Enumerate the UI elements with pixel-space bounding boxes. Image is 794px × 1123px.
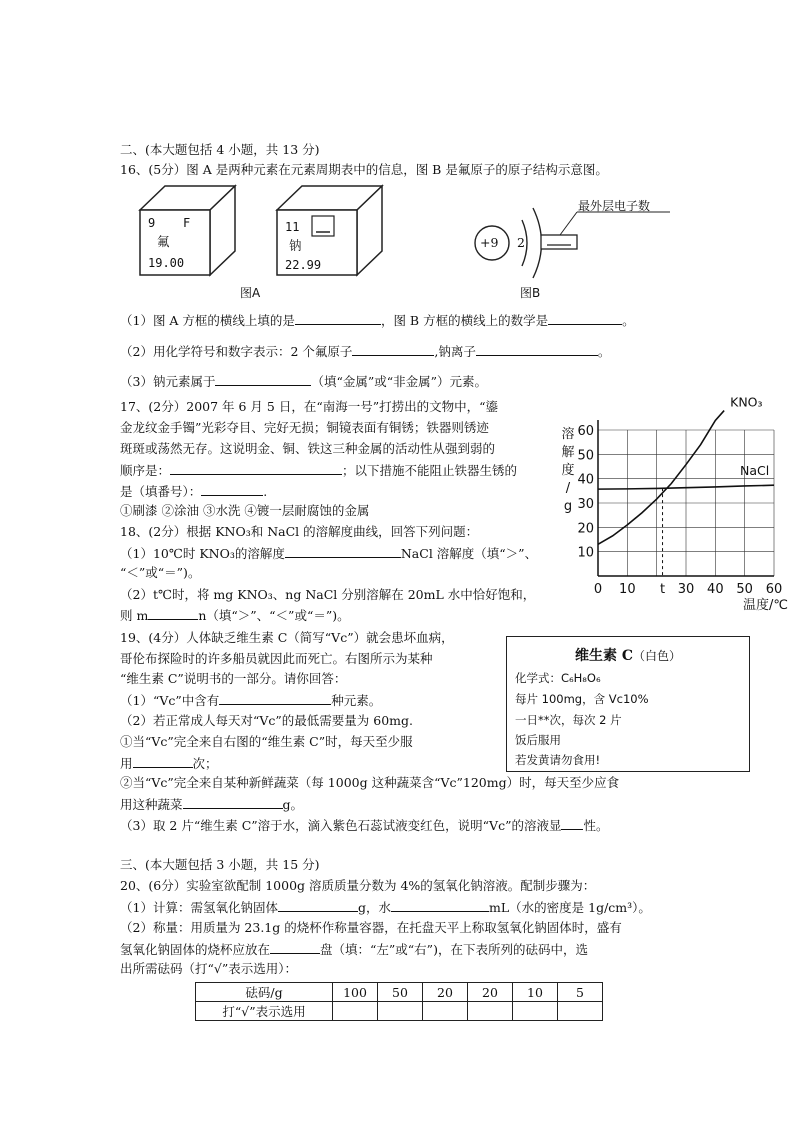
weight-cell: 20 bbox=[423, 983, 468, 1002]
q16-part3: （3）钠元素属于 （填“金属”或“非金属”）元素。 bbox=[120, 374, 488, 389]
figure-b-caption: 图B bbox=[520, 286, 541, 300]
cell2-mass: 22.99 bbox=[285, 258, 322, 272]
q19-line10: （3）取 2 片“维生素 C”溶于水，滴入紫色石蕊试液变红色，说明“Vc”的溶液显 性。 bbox=[120, 818, 609, 833]
x-tick-label: 40 bbox=[707, 582, 724, 597]
q19-line6: ①当“Vc”完全来自右图的“维生素 C”时，每天至少服 bbox=[120, 734, 413, 749]
y-tick-label: 40 bbox=[577, 472, 594, 488]
q18-line5: 则 m n（填“＞”、“＜”或“＝”)。 bbox=[120, 608, 350, 623]
q20-line5: 出所需砝码（打“√”表示选用）： bbox=[120, 961, 297, 976]
x-tick-label: 50 bbox=[736, 582, 753, 597]
section3-heading: 三、(本大题包括 3 小题，共 15 分) bbox=[120, 857, 320, 872]
y-tick-label: 20 bbox=[577, 521, 594, 537]
nucleus-charge: +9 bbox=[480, 235, 499, 250]
answer-blank[interactable] bbox=[561, 817, 583, 830]
y-axis-label-char: 度 bbox=[561, 463, 575, 478]
x-tick-label: 30 bbox=[677, 582, 695, 597]
q17-line5: 是（填番号）： . bbox=[120, 484, 268, 499]
answer-blank[interactable] bbox=[270, 941, 320, 954]
shell-electrons: 2 bbox=[517, 235, 525, 250]
q19-line5: （2）若正常成人每天对“Vc”的最低需要量为 60mg. bbox=[120, 713, 413, 728]
y-axis-label-char: 解 bbox=[561, 445, 575, 460]
y-tick-label: 10 bbox=[577, 545, 594, 561]
q19-line7: 用 次； bbox=[120, 756, 218, 771]
weight-cell: 100 bbox=[333, 983, 378, 1002]
section2-heading: 二、(本大题包括 4 小题，共 13 分) bbox=[120, 142, 320, 157]
callout-label: 最外层电子数 bbox=[578, 199, 651, 213]
q19-line2: 哥伦布探险时的许多船员就因此而死亡。右图所示为某种 bbox=[120, 651, 433, 666]
series-label: KNO₃ bbox=[730, 394, 763, 410]
series-label: NaCl bbox=[740, 463, 770, 479]
q17-options: ①刷漆 ②涂油 ③水洗 ④镀一层耐腐蚀的金属 bbox=[120, 503, 370, 518]
y-tick-label: 50 bbox=[577, 448, 594, 464]
cell1-symbol: F bbox=[183, 216, 191, 230]
q16-stem: 16、(5分）图 A 是两种元素在元素周期表中的信息，图 B 是氟原子的原子结构示意图。 bbox=[120, 162, 608, 177]
answer-blank[interactable] bbox=[133, 755, 193, 768]
answer-blank[interactable] bbox=[352, 343, 434, 356]
q19-line8: ②当“Vc”完全来自某种新鲜蔬菜（每 1000g 这种蔬菜含“Vc”120mg）时，每天至少应食 bbox=[120, 775, 620, 790]
y-tick-label: 60 bbox=[577, 424, 594, 439]
selection-cell[interactable] bbox=[378, 1002, 423, 1021]
selection-cell[interactable] bbox=[468, 1002, 513, 1021]
x-axis-label: 温度/℃ bbox=[743, 598, 788, 613]
vc-timing: 饭后服用 bbox=[515, 733, 561, 747]
q17-line3: 斑斑或荡然无存。这说明金、铜、铁这三种金属的活动性从强到弱的 bbox=[120, 441, 496, 456]
x-tick-label: 0 bbox=[593, 582, 603, 597]
q17-line2: 金龙纹金手镯”光彩夺目、完好无损；铜镜表面有铜锈；铁器则锈迹 bbox=[120, 420, 489, 435]
q16-part1: （1）图 A 方框的横线上填的是 ，图 B 方框的横线上的数学是 。 bbox=[120, 313, 635, 328]
q20-line2: （1）计算：需氢氧化钠固体 g，水 mL（水的密度是 1g/cm³）。 bbox=[120, 900, 651, 915]
answer-blank[interactable] bbox=[295, 312, 381, 325]
q17-line1: 17、(2分）2007 年 6 月 5 日，在“南海一号”打捞出的文物中，“鎏 bbox=[120, 399, 498, 414]
selection-cell[interactable] bbox=[333, 1002, 378, 1021]
q19-line1: 19、(4分）人体缺乏维生素 C（简写“Vc”）就会患坏血病， bbox=[120, 630, 454, 645]
weight-cell: 5 bbox=[558, 983, 603, 1002]
q19-line4: （1）“Vc”中含有 种元素。 bbox=[120, 693, 382, 708]
answer-blank[interactable] bbox=[391, 899, 489, 912]
y-axis-label-char: / bbox=[565, 481, 571, 496]
vc-formula: 化学式：C₆H₈O₆ bbox=[515, 671, 601, 685]
vc-per-tablet: 每片 100mg，含 Vc10% bbox=[515, 692, 649, 706]
cell1-mass: 19.00 bbox=[148, 256, 185, 270]
x-tick-label: 10 bbox=[619, 582, 636, 597]
answer-blank[interactable] bbox=[219, 692, 331, 705]
answer-blank[interactable] bbox=[215, 373, 311, 386]
answer-blank[interactable] bbox=[278, 899, 358, 912]
y-tick-label: 30 bbox=[577, 497, 594, 512]
selection-cell[interactable] bbox=[513, 1002, 558, 1021]
x-tick-label: 60 bbox=[765, 582, 783, 597]
vitamin-c-label bbox=[506, 636, 750, 772]
solubility-chart bbox=[556, 394, 792, 616]
selection-label: 打“√”表示选用 bbox=[196, 1002, 333, 1021]
weights-header: 砝码/g bbox=[196, 983, 333, 1002]
q19-line9: 用这种蔬菜 g。 bbox=[120, 797, 304, 812]
series-line-0 bbox=[598, 411, 724, 545]
vc-title: 维生素 C（白色） bbox=[574, 648, 682, 664]
answer-blank[interactable] bbox=[201, 483, 263, 496]
answer-blank[interactable] bbox=[285, 545, 401, 558]
selection-row bbox=[196, 1002, 603, 1021]
q18-line1: 18、(2分）根据 KNO₃和 NaCl 的溶解度曲线，回答下列问题： bbox=[120, 524, 479, 539]
q20-line1: 20、(6分）实验室欲配制 1000g 溶质质量分数为 4%的氢氧化钠溶液。配制步骤为： bbox=[120, 878, 596, 893]
vc-warning: 若发黄请勿食用! bbox=[515, 753, 601, 767]
q18-line2: （1）10℃时 KNO₃的溶解度 NaCl 溶解度（填“＞”、 bbox=[120, 546, 538, 561]
selection-cell[interactable] bbox=[558, 1002, 603, 1021]
weight-cell: 50 bbox=[378, 983, 423, 1002]
cell1-name: 氟 bbox=[157, 234, 170, 249]
answer-blank[interactable] bbox=[148, 607, 198, 620]
answer-blank[interactable] bbox=[183, 796, 283, 809]
weights-table bbox=[195, 982, 603, 1021]
q18-line3: “＜”或“＝”)。 bbox=[120, 565, 201, 580]
figure-a-caption: 图A bbox=[240, 286, 261, 300]
q16-part2: （2）用化学符号和数字表示：2 个氟原子 ,钠离子 。 bbox=[120, 344, 611, 359]
x-tick-label: t bbox=[659, 582, 666, 597]
vc-dose: 一日**次，每次 2 片 bbox=[515, 713, 622, 727]
q19-line3: “维生素 C”说明书的一部分。请你回答： bbox=[120, 671, 347, 686]
weight-cell: 20 bbox=[468, 983, 513, 1002]
q18-line4: （2）t℃时，将 mg KNO₃、ng NaCl 分别溶解在 20mL 水中恰好饱和， bbox=[120, 587, 536, 602]
selection-cell[interactable] bbox=[423, 1002, 468, 1021]
q20-line4: 氢氧化钠固体的烧杯应放在 盘（填：“左”或“右”)，在下表所列的砝码中，选 bbox=[120, 942, 588, 957]
cell2-number: 11 bbox=[285, 220, 300, 234]
weight-cell: 10 bbox=[513, 983, 558, 1002]
cell2-name: 钠 bbox=[289, 238, 302, 253]
y-axis-label-char: 溶 bbox=[561, 427, 575, 442]
q20-line3: （2）称量：用质量为 23.1g 的烧杯作称量容器，在托盘天平上称取氢氧化钠固体时，盛有 bbox=[120, 920, 622, 935]
weights-row bbox=[196, 983, 603, 1002]
answer-blank[interactable] bbox=[548, 312, 622, 325]
answer-blank[interactable] bbox=[170, 462, 342, 475]
answer-blank[interactable] bbox=[476, 343, 598, 356]
q17-line4: 顺序是： ；以下措施不能阻止铁器生锈的 bbox=[120, 463, 518, 478]
cell1-number: 9 bbox=[148, 216, 156, 230]
y-axis-label-char: g bbox=[563, 499, 573, 514]
